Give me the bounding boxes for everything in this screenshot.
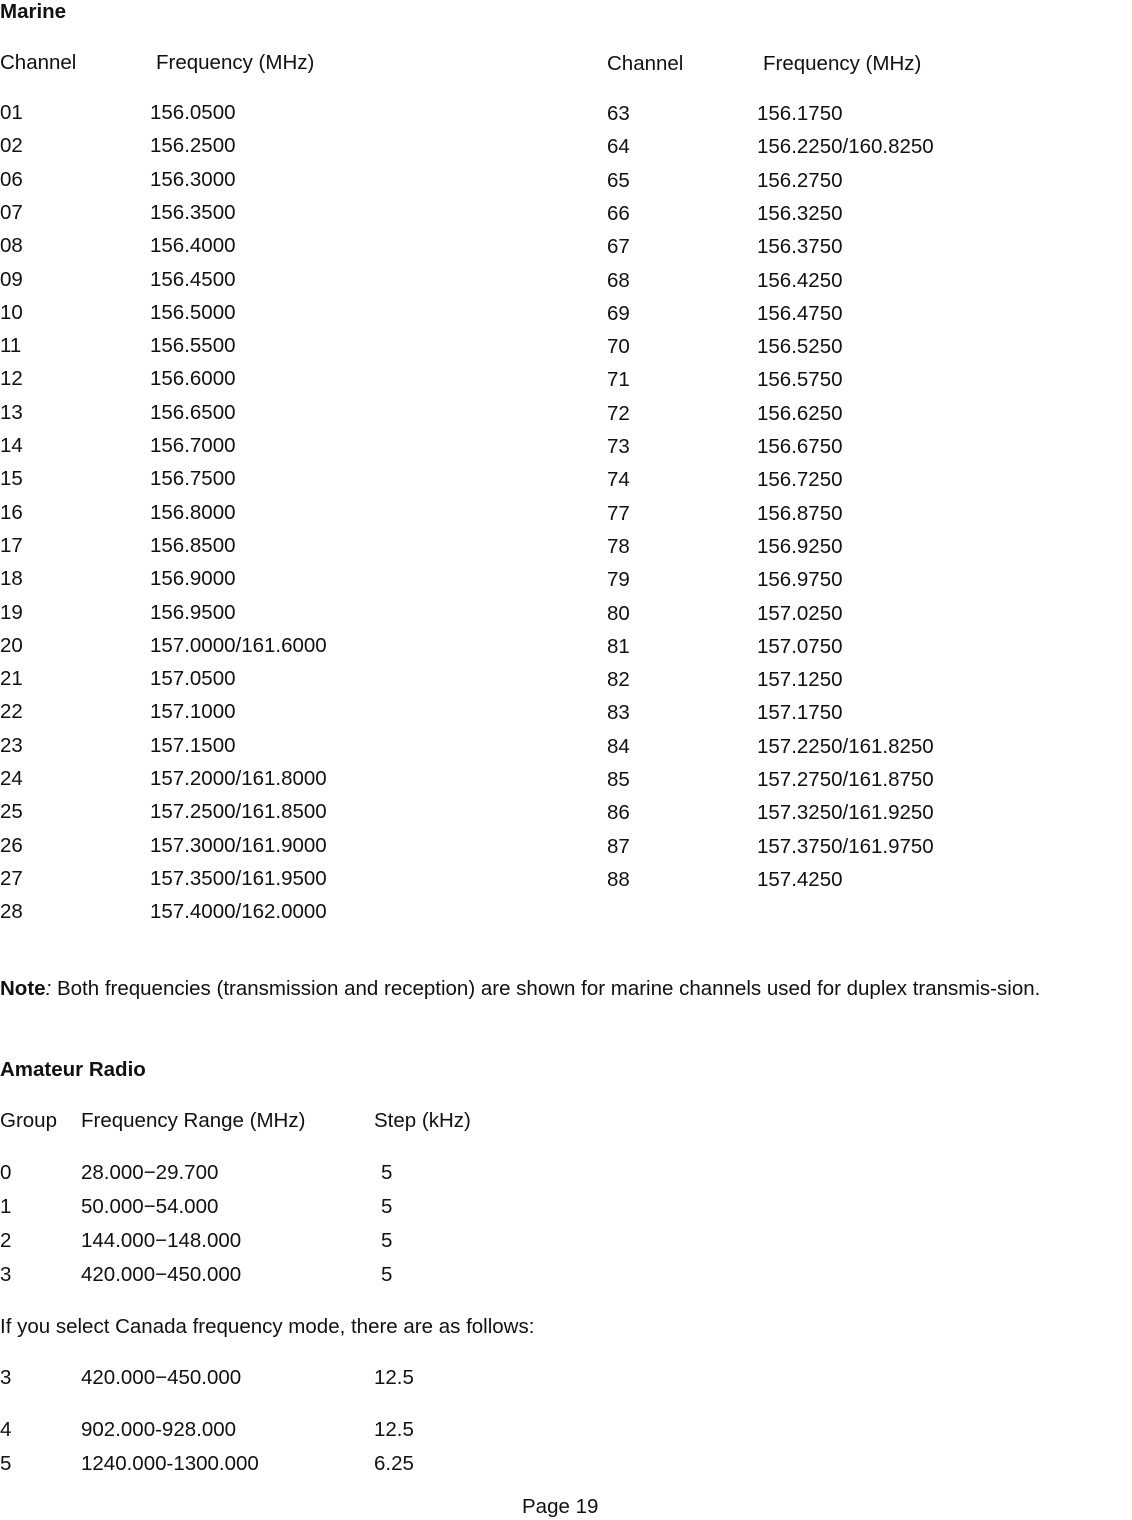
marine-left-freq-cell: 157.3000/161.9000 — [150, 834, 327, 857]
marine-right-ch-cell: 85 — [607, 768, 630, 791]
range-header: Frequency Range (MHz) — [81, 1109, 306, 1132]
right-channel-header: Channel — [607, 52, 684, 75]
amateur-group-cell: 2 — [0, 1229, 12, 1252]
marine-right-ch-cell: 78 — [607, 535, 630, 558]
marine-left-freq-cell: 157.2500/161.8500 — [150, 800, 327, 823]
marine-left-freq-cell: 157.1000 — [150, 700, 236, 723]
marine-right-ch-cell: 83 — [607, 701, 630, 724]
amateur-step-cell: 5 — [381, 1263, 393, 1286]
marine-left-ch-cell: 16 — [0, 501, 23, 524]
amateur-range-cell: 420.000−450.000 — [81, 1263, 242, 1286]
marine-right-freq-cell: 157.1750 — [757, 701, 843, 724]
amateur-step-cell: 5 — [381, 1195, 393, 1218]
step-header: Step (kHz) — [374, 1109, 471, 1132]
marine-right-freq-cell: 156.2750 — [757, 169, 843, 192]
marine-left-ch-cell: 02 — [0, 134, 23, 157]
marine-right-freq-cell: 156.4750 — [757, 302, 843, 325]
right-frequency-header: Frequency (MHz) — [763, 52, 922, 75]
marine-right-ch-cell: 68 — [607, 269, 630, 292]
marine-left-freq-cell: 156.6500 — [150, 401, 236, 424]
marine-right-ch-cell: 72 — [607, 402, 630, 425]
marine-right-freq-cell: 156.5250 — [757, 335, 843, 358]
marine-left-freq-cell: 157.1500 — [150, 734, 236, 757]
marine-left-freq-cell: 157.3500/161.9500 — [150, 867, 327, 890]
marine-right-freq-cell: 157.2750/161.8750 — [757, 768, 934, 791]
marine-right-ch-cell: 79 — [607, 568, 630, 591]
marine-left-freq-cell: 156.5500 — [150, 334, 236, 357]
marine-left-freq-cell: 156.7500 — [150, 467, 236, 490]
marine-left-ch-cell: 06 — [0, 168, 23, 191]
marine-left-ch-cell: 15 — [0, 467, 23, 490]
marine-right-freq-cell: 156.4250 — [757, 269, 843, 292]
marine-left-freq-cell: 156.9000 — [150, 567, 236, 590]
marine-right-freq-cell: 157.0250 — [757, 602, 843, 625]
canada-step-cell: 12.5 — [374, 1366, 414, 1389]
marine-left-freq-cell: 156.2500 — [150, 134, 236, 157]
marine-right-freq-cell: 157.1250 — [757, 668, 843, 691]
marine-right-freq-cell: 157.0750 — [757, 635, 843, 658]
group-header: Group — [0, 1109, 57, 1132]
left-channel-header: Channel — [0, 51, 77, 74]
canada-range-cell: 420.000−450.000 — [81, 1366, 242, 1389]
marine-right-ch-cell: 74 — [607, 468, 630, 491]
amateur-range-cell: 144.000−148.000 — [81, 1229, 242, 1252]
canada-step-cell: 6.25 — [374, 1452, 414, 1475]
marine-left-freq-cell: 156.4000 — [150, 234, 236, 257]
marine-left-freq-cell: 156.4500 — [150, 268, 236, 291]
marine-right-freq-cell: 157.3750/161.9750 — [757, 835, 934, 858]
amateur-range-cell: 28.000−29.700 — [81, 1161, 219, 1184]
marine-left-ch-cell: 08 — [0, 234, 23, 257]
amateur-step-cell: 5 — [381, 1229, 393, 1252]
marine-left-ch-cell: 11 — [0, 334, 22, 357]
marine-left-ch-cell: 21 — [0, 667, 23, 690]
marine-left-freq-cell: 156.7000 — [150, 434, 236, 457]
marine-left-ch-cell: 22 — [0, 700, 23, 723]
marine-left-ch-cell: 28 — [0, 900, 23, 923]
marine-right-ch-cell: 87 — [607, 835, 630, 858]
marine-right-ch-cell: 64 — [607, 135, 630, 158]
marine-right-freq-cell: 157.3250/161.9250 — [757, 801, 934, 824]
canada-group-cell: 3 — [0, 1366, 12, 1389]
marine-right-freq-cell: 156.8750 — [757, 502, 843, 525]
marine-right-ch-cell: 84 — [607, 735, 630, 758]
marine-left-ch-cell: 24 — [0, 767, 23, 790]
marine-right-ch-cell: 67 — [607, 235, 630, 258]
marine-left-freq-cell: 156.3000 — [150, 168, 236, 191]
marine-right-ch-cell: 77 — [607, 502, 630, 525]
canada-range-cell: 902.000-928.000 — [81, 1418, 237, 1441]
marine-right-ch-cell: 88 — [607, 868, 630, 891]
marine-heading: Marine — [0, 0, 67, 23]
marine-left-freq-cell: 157.2000/161.8000 — [150, 767, 327, 790]
marine-left-ch-cell: 18 — [0, 567, 23, 590]
canada-step-cell: 12.5 — [374, 1418, 414, 1441]
marine-left-freq-cell: 156.5000 — [150, 301, 236, 324]
marine-left-freq-cell: 157.4000/162.0000 — [150, 900, 327, 923]
note-text: Both frequencies (transmission and reception) are shown for marine channels used for duplex transmis-sion. — [51, 977, 1041, 1000]
marine-right-freq-cell: 156.5750 — [757, 368, 843, 391]
marine-left-ch-cell: 20 — [0, 634, 23, 657]
marine-right-freq-cell: 156.6750 — [757, 435, 843, 458]
amateur-range-cell: 50.000−54.000 — [81, 1195, 219, 1218]
canada-intro: If you select Canada frequency mode, there are as follows: — [0, 1315, 535, 1338]
marine-left-ch-cell: 13 — [0, 401, 23, 424]
canada-range-cell: 1240.000-1300.000 — [81, 1452, 259, 1475]
marine-right-ch-cell: 70 — [607, 335, 630, 358]
marine-left-freq-cell: 156.6000 — [150, 367, 236, 390]
marine-left-ch-cell: 01 — [0, 101, 23, 124]
amateur-group-cell: 0 — [0, 1161, 12, 1184]
marine-left-ch-cell: 12 — [0, 367, 23, 390]
marine-left-ch-cell: 07 — [0, 201, 23, 224]
marine-left-freq-cell: 156.3500 — [150, 201, 236, 224]
note-colon: : — [45, 977, 52, 1000]
marine-right-freq-cell: 157.4250 — [757, 868, 843, 891]
marine-right-ch-cell: 65 — [607, 169, 630, 192]
amateur-step-cell: 5 — [381, 1161, 393, 1184]
marine-left-freq-cell: 156.9500 — [150, 601, 236, 624]
marine-left-ch-cell: 09 — [0, 268, 23, 291]
left-frequency-header: Frequency (MHz) — [156, 51, 315, 74]
amateur-heading: Amateur Radio — [0, 1058, 146, 1081]
marine-left-ch-cell: 17 — [0, 534, 23, 557]
marine-right-ch-cell: 71 — [607, 368, 630, 391]
marine-right-ch-cell: 66 — [607, 202, 630, 225]
canada-group-cell: 4 — [0, 1418, 12, 1441]
marine-right-freq-cell: 156.7250 — [757, 468, 843, 491]
marine-right-ch-cell: 63 — [607, 102, 630, 125]
marine-right-freq-cell: 156.3750 — [757, 235, 843, 258]
note-paragraph — [0, 972, 1132, 1006]
marine-right-freq-cell: 156.9250 — [757, 535, 843, 558]
marine-right-freq-cell: 157.2250/161.8250 — [757, 735, 934, 758]
marine-right-freq-cell: 156.1750 — [757, 102, 843, 125]
marine-left-freq-cell: 156.0500 — [150, 101, 236, 124]
marine-left-ch-cell: 19 — [0, 601, 23, 624]
marine-right-freq-cell: 156.2250/160.8250 — [757, 135, 934, 158]
marine-left-freq-cell: 156.8000 — [150, 501, 236, 524]
marine-left-ch-cell: 14 — [0, 434, 23, 457]
marine-left-ch-cell: 26 — [0, 834, 23, 857]
marine-left-freq-cell: 157.0000/161.6000 — [150, 634, 327, 657]
marine-left-ch-cell: 25 — [0, 800, 23, 823]
canada-group-cell: 5 — [0, 1452, 12, 1475]
marine-right-ch-cell: 73 — [607, 435, 630, 458]
marine-right-freq-cell: 156.9750 — [757, 568, 843, 591]
marine-right-ch-cell: 86 — [607, 801, 630, 824]
amateur-group-cell: 3 — [0, 1263, 12, 1286]
amateur-group-cell: 1 — [0, 1195, 12, 1218]
marine-left-freq-cell: 157.0500 — [150, 667, 236, 690]
page-number: Page 19 — [522, 1495, 599, 1518]
marine-right-freq-cell: 156.6250 — [757, 402, 843, 425]
marine-right-ch-cell: 81 — [607, 635, 630, 658]
marine-right-ch-cell: 69 — [607, 302, 630, 325]
marine-left-ch-cell: 10 — [0, 301, 23, 324]
note-label: Note — [0, 977, 46, 1000]
marine-left-freq-cell: 156.8500 — [150, 534, 236, 557]
marine-right-ch-cell: 80 — [607, 602, 630, 625]
marine-left-ch-cell: 23 — [0, 734, 23, 757]
marine-right-ch-cell: 82 — [607, 668, 630, 691]
marine-left-ch-cell: 27 — [0, 867, 23, 890]
marine-right-freq-cell: 156.3250 — [757, 202, 843, 225]
